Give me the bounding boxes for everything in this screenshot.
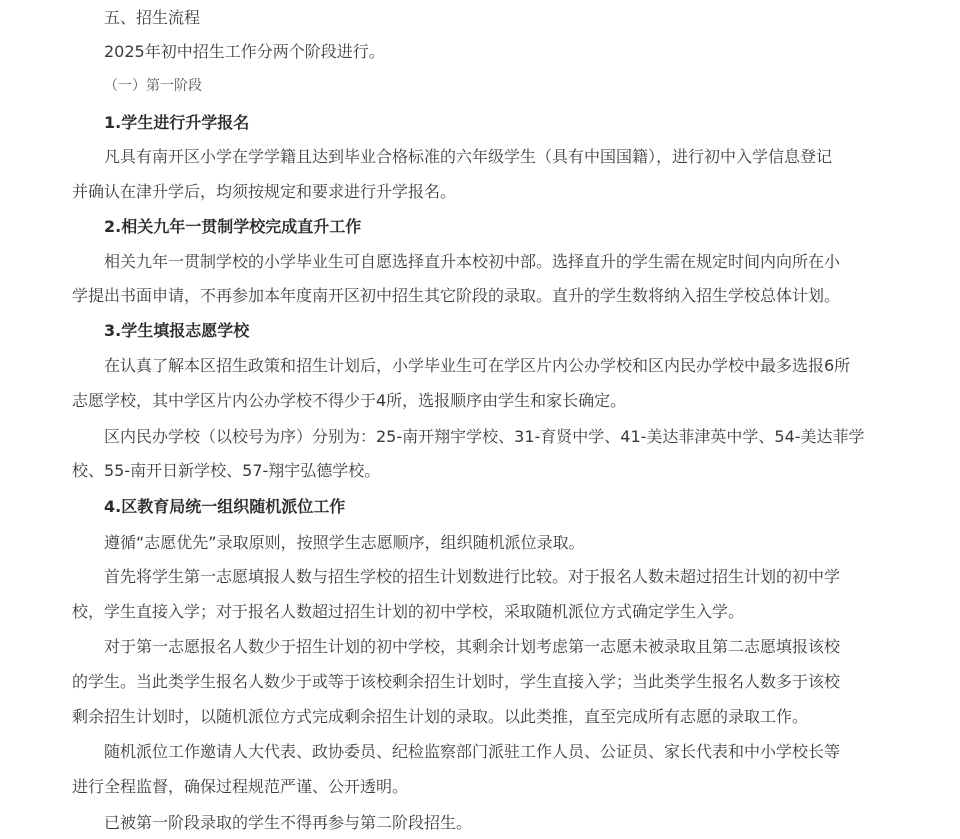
item-3-para-1-line-2: 志愿学校，其中学区片内公办学校不得少于4所，选报顺序由学生和家长确定。 [72, 391, 627, 410]
item-3-para-1-line-1: 在认真了解本区招生政策和招生计划后，小学毕业生可在学区片内公办学校和区内民办学校中最多选报6所 [104, 356, 851, 375]
item-4-para-2-line-2: 校，学生直接入学；对于报名人数超过招生计划的初中学校，采取随机派位方式确定学生入学。 [72, 602, 745, 621]
item-2-para-1-line-2: 学提出书面申请，不再参加本年度南开区初中招生其它阶段的录取。直升的学生数将纳入招生学校总体计划。 [72, 286, 841, 305]
item-4-para-3-line-1: 对于第一志愿报名人数少于招生计划的初中学校，其剩余计划考虑第一志愿未被录取且第二志愿填报该校 [104, 637, 841, 656]
item-4-para-4-line-2: 进行全程监督，确保过程规范严谨、公开透明。 [72, 777, 409, 796]
section-title: 五、招生流程 [104, 8, 201, 27]
item-4-para-5-line-1: 已被第一阶段录取的学生不得再参与第二阶段招生。 [104, 813, 473, 832]
item-1-heading: 1.学生进行升学报名 [104, 113, 250, 132]
item-1-para-1-line-1: 凡具有南开区小学在学学籍且达到毕业合格标准的六年级学生（具有中国国籍），进行初中入学信息登记 [104, 147, 833, 166]
item-3-para-2-line-1: 区内民办学校（以校号为序）分别为：25-南开翔宇学校、31-育贤中学、41-美达菲津英中学、54-美达菲学 [104, 427, 865, 446]
item-4-heading: 4.区教育局统一组织随机派位工作 [104, 497, 346, 516]
item-4-para-4-line-1: 随机派位工作邀请人大代表、政协委员、纪检监察部门派驻工作人员、公证员、家长代表和中小学校长等 [104, 742, 841, 761]
item-2-heading: 2.相关九年一贯制学校完成直升工作 [104, 217, 362, 236]
item-3-para-2-line-2: 校、55-南开日新学校、57-翔宇弘德学校。 [72, 461, 381, 480]
item-4-para-2-line-1: 首先将学生第一志愿填报人数与招生学校的招生计划数进行比较。对于报名人数未超过招生计划的初中学 [104, 567, 841, 586]
item-2-para-1-line-1: 相关九年一贯制学校的小学毕业生可自愿选择直升本校初中部。选择直升的学生需在规定时间内向所在小 [104, 252, 841, 271]
item-4-para-1-line-1: 遵循“志愿优先”录取原则，按照学生志愿顺序，组织随机派位录取。 [104, 533, 585, 552]
item-1-para-1-line-2: 并确认在津升学后，均须按规定和要求进行升学报名。 [72, 182, 457, 201]
phase-title: （一）第一阶段 [104, 78, 202, 94]
item-3-heading: 3.学生填报志愿学校 [104, 321, 250, 340]
intro-text: 2025年初中招生工作分两个阶段进行。 [104, 42, 385, 61]
item-4-para-3-line-3: 剩余招生计划时，以随机派位方式完成剩余招生计划的录取。以此类推，直至完成所有志愿的录取工作。 [72, 707, 809, 726]
item-4-para-3-line-2: 的学生。当此类学生报名人数少于或等于该校剩余招生计划时，学生直接入学；当此类学生报名人数多于该校 [72, 672, 841, 691]
